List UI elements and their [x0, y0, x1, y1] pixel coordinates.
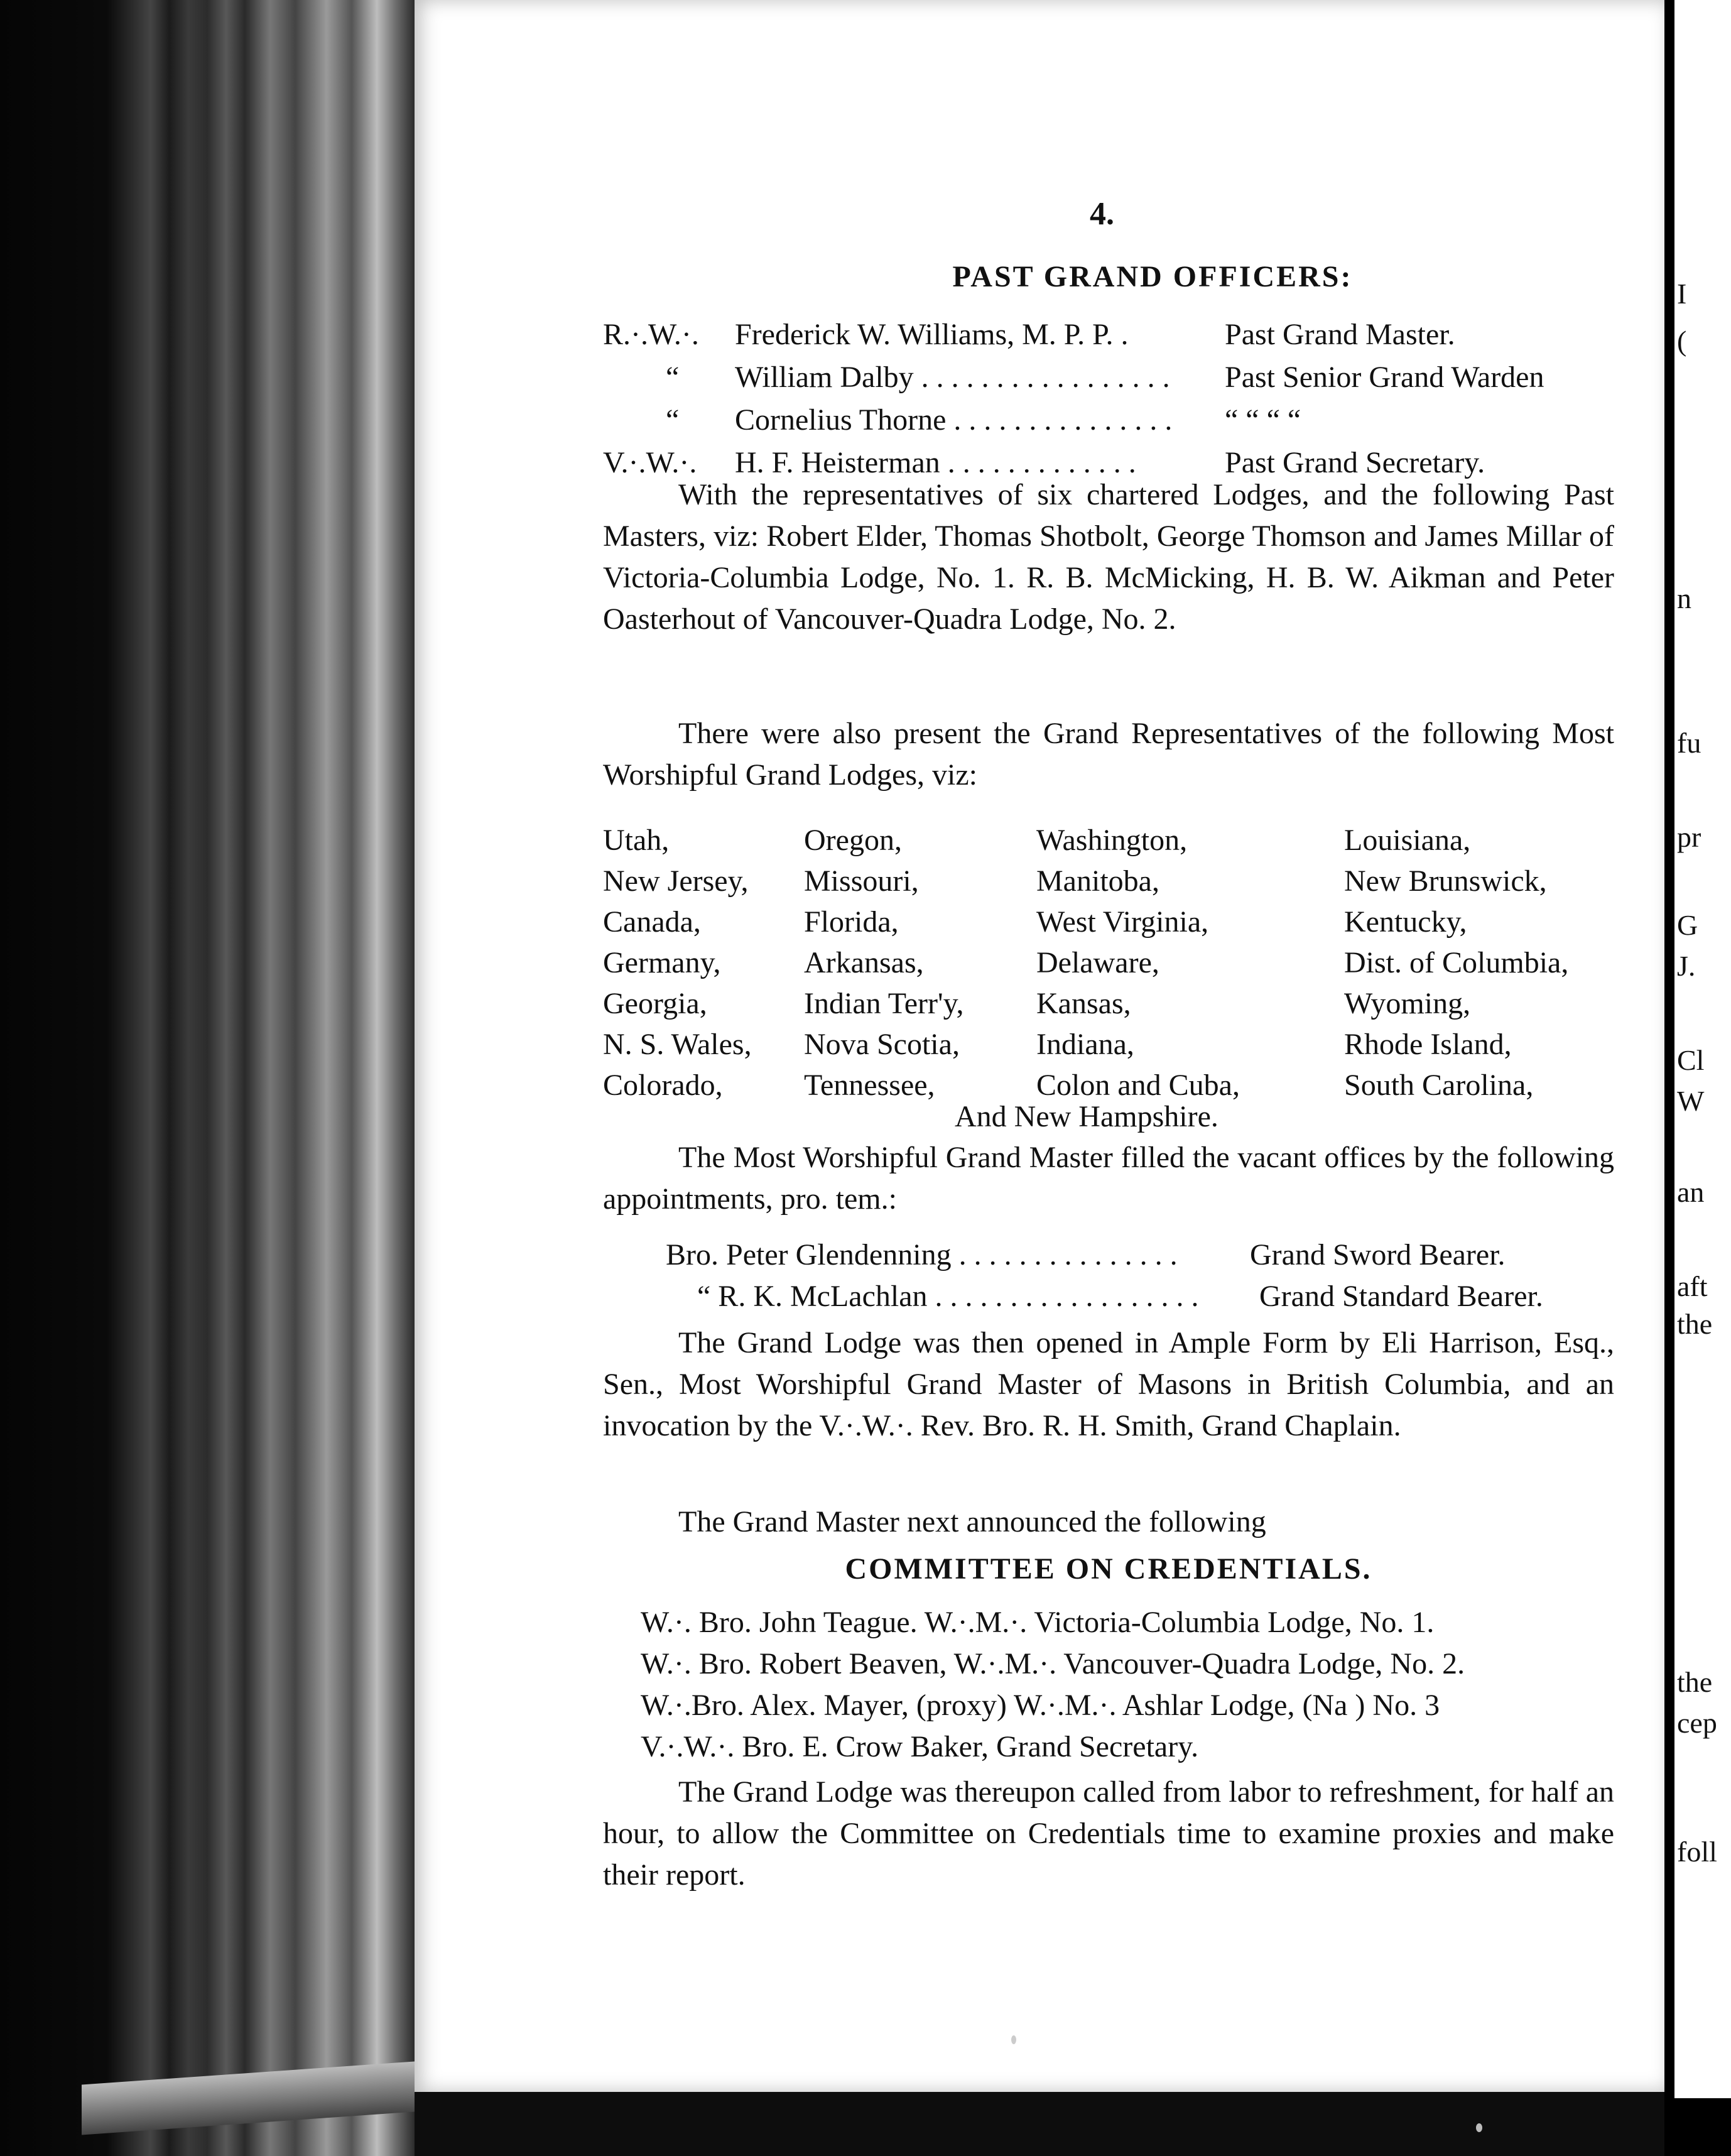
officer-row [603, 357, 1614, 400]
refreshment-paragraph: The Grand Lodge was thereupon called from labor to refreshment, for half an hour, to allow the Committee on Credentials time to examine proxies and make their report. [603, 1775, 1614, 1892]
jurisdiction: Tennessee, [804, 1069, 935, 1102]
next-page-fragment: W [1677, 1085, 1705, 1117]
committee-member: W.·.Bro. Alex. Mayer, (proxy) W.·.M.·. Ashlar Lodge, (Na ) No. 3 [641, 1689, 1440, 1722]
representatives-paragraph: With the representatives of six chartered Lodges, and the following Past Masters, viz: Robert Elder, Thomas Shotbolt, George Thomson and James Millar of Victoria-Columbia Lodge, No. 1. R. B. McMicking, H. B. W. Aikman and Peter Oasterhout of Vancouver-Quadra Lodge, No. 2. [603, 478, 1614, 636]
next-page-fragment: ( [1677, 325, 1687, 357]
officer-rank: R.·.W.·. [603, 318, 699, 351]
jurisdiction: Delaware, [1036, 946, 1159, 979]
jurisdiction: Arkansas, [804, 946, 924, 979]
page-edges [82, 2061, 415, 2135]
jurisdictions-grid [603, 820, 1614, 1106]
jurisdiction: West Virginia, [1036, 905, 1209, 939]
jurisdiction: Colorado, [603, 1069, 723, 1102]
jurisdiction: New Jersey, [603, 864, 749, 898]
page-number: 4. [1090, 196, 1114, 232]
next-page-fragment: I [1677, 278, 1687, 310]
jurisdiction: Manitoba, [1036, 864, 1159, 898]
ink-speck [1011, 2035, 1016, 2044]
opened-paragraph: The Grand Lodge was then opened in Ample Form by Eli Harrison, Esq., Sen., Most Worshipful Grand Master of Masons in British Columbia, and an invocation by the V.·.W.·. Rev. Bro. R. H. Smith, Grand Chaplain. [603, 1326, 1614, 1442]
officer-rank: “ [666, 361, 680, 394]
jurisdiction: Rhode Island, [1344, 1028, 1512, 1061]
next-page-fragment: Cl [1677, 1044, 1705, 1076]
past-grand-officers-heading: PAST GRAND OFFICERS: [952, 260, 1353, 293]
committee-heading: COMMITTEE ON CREDENTIALS. [845, 1552, 1372, 1586]
vacant-offices-paragraph: The Most Worshipful Grand Master filled the vacant offices by the following appointments, pro. tem.: [603, 1141, 1614, 1216]
officer-office: Past Grand Secretary. [1225, 446, 1485, 479]
officer-office: Past Senior Grand Warden [1225, 361, 1544, 394]
jurisdiction: Oregon, [804, 824, 902, 857]
committee-member: W.·. Bro. John Teague. W.·.M.·. Victoria-Columbia Lodge, No. 1. [641, 1606, 1435, 1639]
ink-speck [1476, 2123, 1482, 2132]
jurisdiction: Louisiana, [1344, 824, 1471, 857]
jurisdiction: Missouri, [804, 864, 919, 898]
next-page-fragment: pr [1677, 821, 1701, 853]
grand-representatives-paragraph: There were also present the Grand Representatives of the following Most Worshipful Grand Lodges, viz: [603, 717, 1614, 792]
appointments-list [666, 1234, 1595, 1317]
jurisdiction: Germany, [603, 946, 721, 979]
announced-paragraph: The Grand Master next announced the following [678, 1505, 1266, 1538]
jurisdiction: Indian Terr'y, [804, 987, 964, 1020]
appointee-name: Bro. Peter Glendenning . . . . . . . . . . . . . . . [666, 1238, 1178, 1271]
jurisdiction: Nova Scotia, [804, 1028, 960, 1061]
book-binding-edge [0, 0, 415, 2156]
committee-member: V.·.W.·. Bro. E. Crow Baker, Grand Secretary. [641, 1730, 1199, 1763]
appointee-name: “ R. K. McLachlan . . . . . . . . . . . . . . . . . . [697, 1280, 1199, 1313]
next-page-fragment: n [1677, 582, 1691, 614]
appointment-row [666, 1276, 1595, 1317]
committee-member: W.·. Bro. Robert Beaven, W.·.M.·. Vancouver-Quadra Lodge, No. 2. [641, 1647, 1465, 1680]
appointment-row [666, 1234, 1595, 1276]
officer-name: Frederick W. Williams, M. P. P. . [735, 318, 1129, 351]
officer-row [603, 314, 1614, 357]
past-officers-list [603, 314, 1614, 485]
jurisdiction: Florida, [804, 905, 899, 939]
appointment-title: Grand Sword Bearer. [1250, 1238, 1506, 1271]
officer-row [603, 400, 1614, 442]
jurisdiction: Kansas, [1036, 987, 1131, 1020]
next-page-fragment: the [1677, 1666, 1713, 1698]
next-page-fragment: an [1677, 1176, 1705, 1208]
officer-name: H. F. Heisterman . . . . . . . . . . . . . [735, 446, 1136, 479]
jurisdiction-last: And New Hampshire. [955, 1100, 1218, 1133]
jurisdiction: Georgia, [603, 987, 707, 1020]
officer-name: Cornelius Thorne . . . . . . . . . . . . . . . [735, 403, 1173, 437]
jurisdiction: Wyoming, [1344, 987, 1471, 1020]
officer-rank: V.·.W.·. [603, 446, 697, 479]
jurisdiction: Indiana, [1036, 1028, 1134, 1061]
jurisdiction: New Brunswick, [1344, 864, 1547, 898]
jurisdiction: Washington, [1036, 824, 1188, 857]
officer-office: Past Grand Master. [1225, 318, 1455, 351]
next-page-fragment: foll [1677, 1836, 1717, 1868]
next-page-fragment: aft [1677, 1270, 1708, 1302]
officer-name: William Dalby . . . . . . . . . . . . . . . . . [735, 361, 1170, 394]
committee-list [641, 1602, 1614, 1768]
jurisdiction: Utah, [603, 824, 670, 857]
next-page-fragment: fu [1677, 727, 1701, 759]
next-page-fragment: J. [1677, 950, 1696, 982]
officer-rank: “ [666, 403, 680, 437]
jurisdiction: Kentucky, [1344, 905, 1467, 939]
jurisdiction: Canada, [603, 905, 701, 939]
jurisdiction: South Carolina, [1344, 1069, 1534, 1102]
jurisdiction: N. S. Wales, [603, 1028, 752, 1061]
jurisdiction: Dist. of Columbia, [1344, 946, 1569, 979]
jurisdiction: Colon and Cuba, [1036, 1069, 1240, 1102]
next-page-fragment: cep [1677, 1707, 1717, 1739]
next-page-edge [1674, 0, 1731, 2098]
next-page-fragment: G [1677, 909, 1698, 941]
appointment-title: Grand Standard Bearer. [1259, 1280, 1543, 1313]
next-page-fragment: the [1677, 1308, 1713, 1340]
officer-office: “ “ “ “ [1225, 403, 1301, 437]
